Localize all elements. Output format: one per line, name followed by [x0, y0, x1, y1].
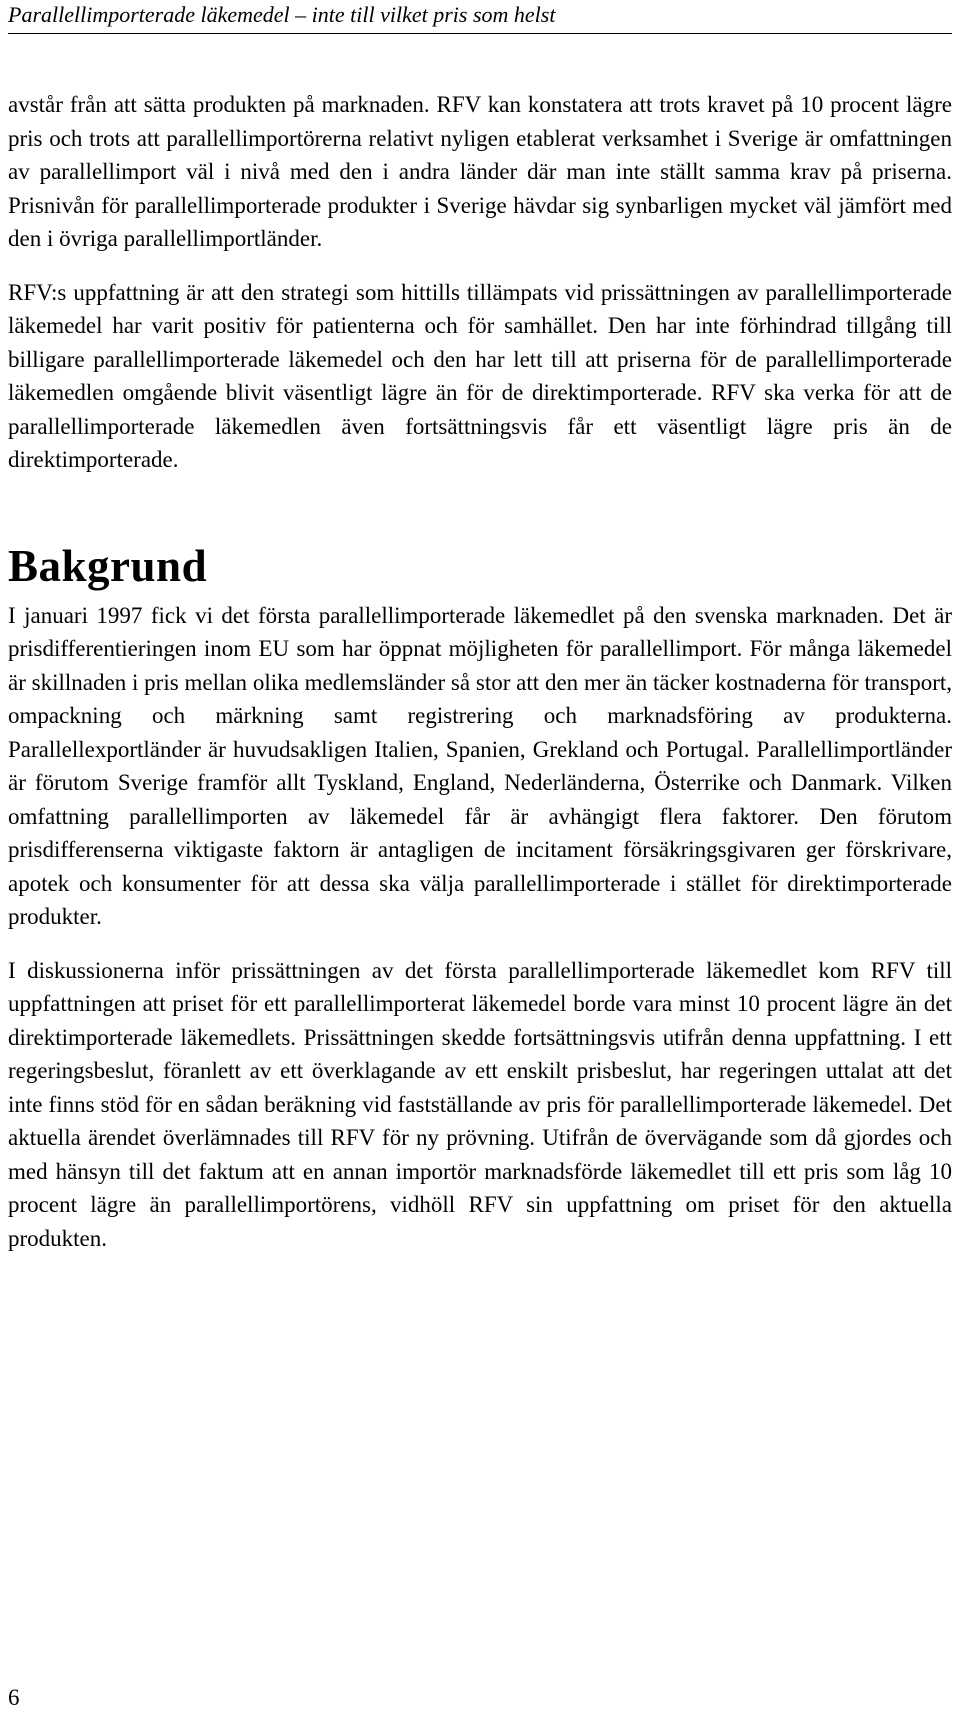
body-paragraph: I diskussionerna inför prissättningen av det första parallellimporterade läkemedlet kom RFV till uppfattningen att priset för ett parallellimporterat läkemedel borde vara minst 10 procent lägre än det direktimporterade läkemedlets. Prissättningen skedde fortsättningsvis utifrån denna uppfattning. I ett regeringsbeslut, föranlett av ett överklagande av ett enskilt prisbeslut, har regeringen uttalat att det inte finns stöd för en sådan beräkning vid fastställande av pris för parallellimporterade läkemedel. Det aktuella ärendet överlämnades till RFV för ny prövning. Utifrån de övervägande som då gjordes och med hänsyn till det faktum att en annan importör marknadsförde läkemedlet till ett pris som låg 10 procent lägre än parallellimportörens, vidhöll RFV sin uppfattning om priset för den aktuella produkten. — [8, 957, 952, 1251]
body-paragraph: RFV:s uppfattning är att den strategi som hittills tillämpats vid prissättningen av parallellimporterade läkemedel har varit positiv för patienterna och för samhället. Den har inte förhindrad tillgång till billigare parallellimporterade läkemedel och den har lett till att priserna för de parallellimporterade läkemedlen omgående blivit väsentligt lägre än för de direktimporterade. RFV ska verka för att de parallellimporterade läkemedlen även fortsättningsvis får ett väsentligt lägre pris än de direktimporterade. — [8, 279, 952, 472]
body-paragraph: I januari 1997 fick vi det första parallellimporterade läkemedlet på den svenska marknaden. Det är prisdifferentieringen inom EU som har öppnat möjligheten för parallellimport. För många läkemedel är skillnaden i pris mellan olika medlemsländer så stor att den mer än täcker kostnaderna för transport, ompackning och märkning samt registrering och marknadsföring av produkterna. Parallellexportländer är huvudsakligen Italien, Spanien, Grekland och Portugal. Parallellimportländer är förutom Sverige framför allt Tyskland, England, Nederländerna, Österrike och Danmark. Vilken omfattning parallellimporten av läkemedel får är avhängigt flera faktorer. Den förutom prisdifferenserna viktigaste faktorn är antagligen de incitament försäkringsgivaren ger förskrivare, apotek och konsumenter för att dessa ska välja parallellimporterade i stället för direktimporterade produkter. — [8, 602, 952, 929]
page-number: 6 — [8, 1685, 20, 1710]
running-header: Parallellimporterade läkemedel – inte till vilket pris som helst — [8, 2, 952, 34]
body-column — [8, 88, 952, 1255]
body-paragraph: avstår från att sätta produkten på marknaden. RFV kan konstatera att trots kravet på 10 procent lägre pris och trots att parallellimportörerna relativt nyligen etablerat verksamhet i Sverige är omfattningen av parallellimport väl i nivå med den i andra länder där man inte ställt samma krav på priserna. Prisnivån för parallellimporterade produkter i Sverige hävdar sig synbarligen mycket väl jämfört med den i övriga parallellimportländer. — [8, 92, 952, 251]
section-heading: Bakgrund — [8, 540, 208, 591]
